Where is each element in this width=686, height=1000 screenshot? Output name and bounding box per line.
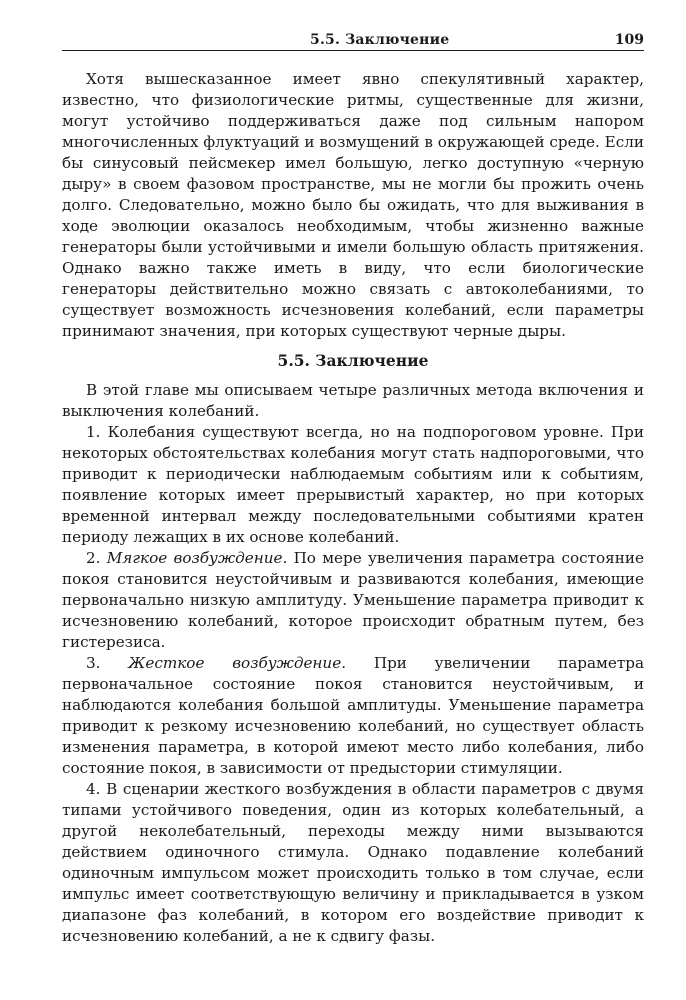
- list-item-3-text: При увеличении параметра первоначальное состояние покоя становится неустойчивым, и наблюдаются колебания большой амплитуды. Уменьшение параметра приводит к резкому исчезновению колебаний, но существует область изменения параметра, в которой имеют место либо колебания, либо состояние покоя, в зависимости от предыстории стимуляции.: [62, 654, 645, 777]
- list-item-4: 4. В сценарии жесткого возбуждения в области параметров с двумя типами устойчивого поведения, один из которых колебательный, а другой неколебательный, переходы между ними вызываются действием одиночного стимула. Однако подавление колебаний одиночным импульсом может происходить только в том случае, если импульс имеет соответствующую величину и прикладывается в узком диапазоне фаз колебаний, в котором его воздействие приводит к исчезновению колебаний, а не к сдвигу фазы.: [62, 780, 644, 945]
- list-item-2-text: По мере увеличения параметра состояние покоя становится неустойчивым и развиваются колебания, имеющие первоначально низкую амплитуду. Уменьшение параметра приводит к исчезновению колебаний, которое происходит обратным путем, без гистерезиса.: [62, 549, 645, 651]
- book-page: [62, 28, 644, 947]
- list-item-2-number: 2.: [86, 549, 101, 567]
- list-item-3: [62, 653, 644, 779]
- page-number: 109: [614, 32, 644, 48]
- list-item-1: 1. Колебания существуют всегда, но на подпороговом уровне. При некоторых обстоятельствах колебания могут стать надпороговыми, что приводит к периодически наблюдаемым событиям или к событиям, появление которых имеет прерывистый характер, но при которых временной интервал между последовательными событиями кратен периоду лежащих в их основе колебаний.: [62, 423, 644, 546]
- lead-paragraph: В этой главе мы описываем четыре различных метода включения и выключения колебаний.: [62, 381, 644, 420]
- body-text: [62, 69, 644, 947]
- intro-paragraph: Хотя вышесказанное имеет явно спекулятивный характер, известно, что физиологические ритмы, существенные для жизни, могут устойчиво поддерживаться даже под сильным напором многочисленных флуктуаций и возмущений в окружающей среде. Если бы синусовый пейсмекер имел большую, легко доступную «черную дыру» в своем фазовом пространстве, мы не могли бы прожить очень долго. Следовательно, можно было бы ожидать, что для выживания в ходе эволюции оказалось необходимым, чтобы жизненно важные генераторы были устойчивыми и имели большую область притяжения. Однако важно также иметь в виду, что если биологические генераторы действительно можно связать с автоколебаниями, то существует возможность исчезновения колебаний, если параметры принимают значения, при которых существуют черные дыры.: [62, 70, 644, 340]
- list-item-3-term: Жесткое возбуждение.: [128, 654, 347, 672]
- running-header: [62, 28, 644, 51]
- list-item-2: [62, 548, 644, 653]
- list-item-3-number: 3.: [86, 654, 101, 672]
- section-heading: 5.5. Заключение: [277, 351, 429, 370]
- list-item-2-term: Мягкое возбуждение.: [106, 549, 288, 567]
- running-title: 5.5. Заключение: [310, 32, 450, 48]
